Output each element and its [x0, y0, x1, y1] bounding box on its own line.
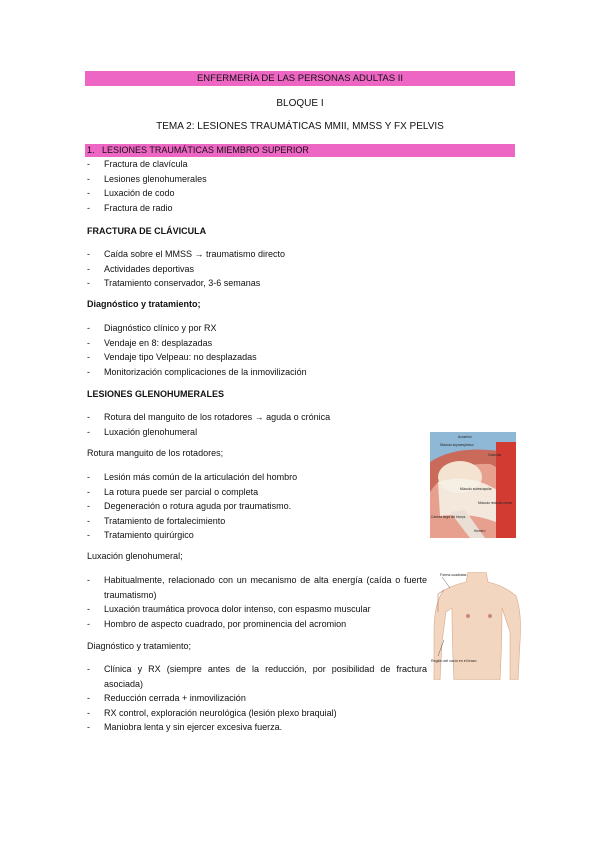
- figure-label: Húmero: [474, 529, 486, 533]
- gleno-list: [87, 410, 330, 439]
- list-item: - Caída sobre el MMSS → traumatismo directo: [87, 247, 285, 262]
- clavicle-heading: FRACTURA DE CLÁVICULA: [87, 226, 207, 236]
- list-item: - RX control, exploración neurológica (lesión plexo braquial): [87, 706, 427, 721]
- list-item: - Luxación traumática provoca dolor intenso, con espasmo muscular: [87, 602, 427, 617]
- list-item: - Tratamiento quirúrgico: [87, 528, 297, 543]
- figure-label: Acromion: [458, 435, 472, 439]
- manguito-list: [87, 470, 297, 543]
- list-item: - Tratamiento de fortalecimiento: [87, 514, 297, 529]
- list-item: - La rotura puede ser parcial o completa: [87, 485, 297, 500]
- figure-label: Clavícula: [488, 453, 502, 457]
- dislocated-shoulder-illustration: [430, 572, 525, 680]
- list-item: - Lesión más común de la articulación del hombro: [87, 470, 297, 485]
- list-item: - Fractura de clavícula: [87, 157, 207, 172]
- figure-label: Músculo subescapular: [460, 487, 492, 491]
- list-item: - Reducción cerrada + inmovilización: [87, 691, 427, 706]
- list-item: - Fractura de radio: [87, 201, 207, 216]
- list-item: - Monitorización complicaciones de la inmovilización: [87, 365, 307, 380]
- clavicle-list: [87, 247, 285, 291]
- section-number: 1.: [87, 145, 95, 155]
- luxacion-list: [87, 573, 427, 631]
- gleno-dx-list: [87, 662, 427, 735]
- section1-list: [87, 157, 207, 215]
- list-item: - Clínica y RX (siempre antes de la reducción, por posibilidad de fractura asociada): [87, 662, 427, 691]
- list-item: - Lesiones glenohumerales: [87, 172, 207, 187]
- section-title: LESIONES TRAUMÁTICAS MIEMBRO SUPERIOR: [102, 145, 309, 155]
- list-item: - Luxación de codo: [87, 186, 207, 201]
- list-item: - Hombro de aspecto cuadrado, por prominencia del acromion: [87, 617, 427, 632]
- gleno-heading: LESIONES GLENOHUMERALES: [87, 389, 225, 399]
- figure-label: Músculo supraespinoso: [440, 443, 474, 447]
- manguito-heading: Rotura manguito de los rotadores;: [87, 448, 224, 458]
- clavicle-dx-list: [87, 321, 307, 379]
- list-item: - Habitualmente, relacionado con un mecanismo de alta energía (caída o fuerte traumatismo): [87, 573, 427, 602]
- luxacion-heading: Luxación glenohumeral;: [87, 551, 183, 561]
- clavicle-dx-heading: Diagnóstico y tratamiento;: [87, 299, 201, 309]
- figure-label: Forma cuadrada: [440, 573, 467, 577]
- block-title: BLOQUE I: [276, 98, 324, 109]
- topic-title: TEMA 2: LESIONES TRAUMÁTICAS MMII, MMSS Y FX PELVIS: [156, 121, 444, 132]
- list-item: - Luxación glenohumeral: [87, 425, 330, 440]
- course-banner: ENFERMERÍA DE LAS PERSONAS ADULTAS II: [85, 71, 515, 86]
- figure-label: Región del vacío en el brazo: [431, 659, 477, 663]
- figure-label: Cabeza larga del bíceps: [431, 515, 466, 519]
- list-item: - Tratamiento conservador, 3-6 semanas: [87, 276, 285, 291]
- list-item: - Vendaje en 8: desplazadas: [87, 336, 307, 351]
- list-item: - Vendaje tipo Velpeau: no desplazadas: [87, 350, 307, 365]
- rotator-cuff-illustration: [430, 432, 516, 538]
- section-heading-bar: [85, 144, 515, 157]
- list-item: - Actividades deportivas: [87, 262, 285, 277]
- figure-label: Músculo redondo menor: [478, 501, 513, 505]
- gleno-dx-heading: Diagnóstico y tratamiento;: [87, 641, 192, 651]
- list-item: - Maniobra lenta y sin ejercer excesiva fuerza.: [87, 720, 427, 735]
- list-item: - Diagnóstico clínico y por RX: [87, 321, 307, 336]
- list-item: - Rotura del manguito de los rotadores → aguda o crónica: [87, 410, 330, 425]
- list-item: - Degeneración o rotura aguda por traumatismo.: [87, 499, 297, 514]
